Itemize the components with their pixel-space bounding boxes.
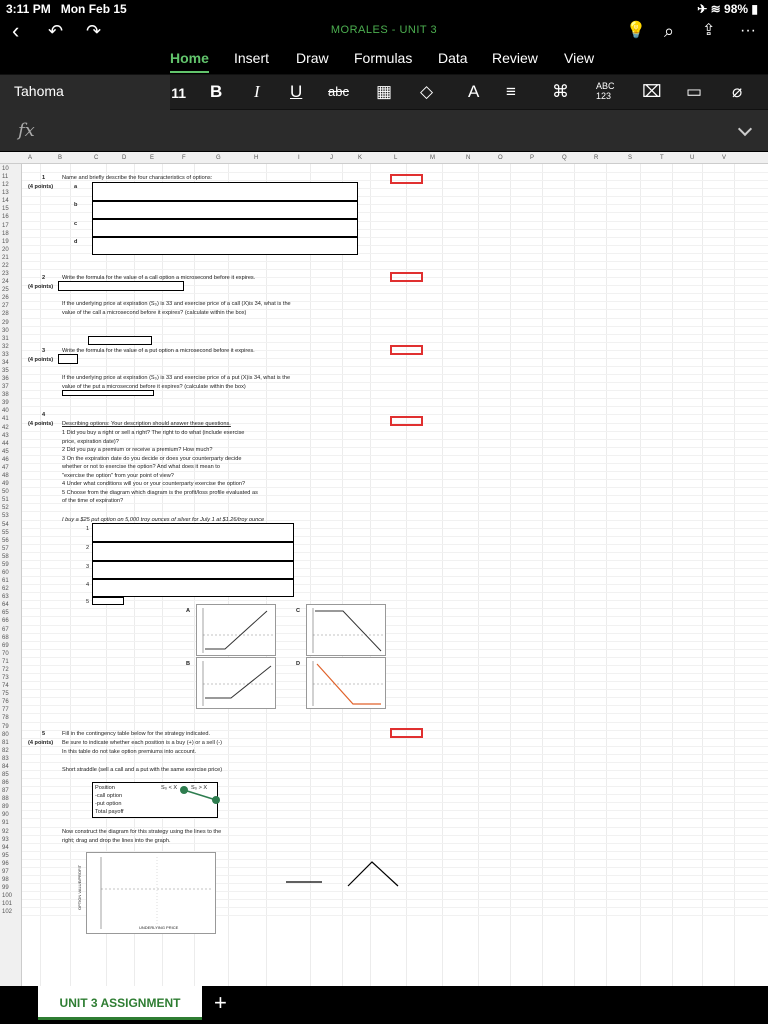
- format-painter-icon[interactable]: ⌘: [552, 82, 569, 101]
- row-header[interactable]: 24: [2, 279, 9, 286]
- q2-formula-answer[interactable]: [58, 281, 184, 291]
- row-header[interactable]: 64: [2, 602, 9, 609]
- font-name-selector[interactable]: Tahoma: [0, 75, 170, 111]
- q1-label-a: a: [74, 184, 78, 190]
- undo-icon[interactable]: ↶: [48, 21, 64, 41]
- sheet-tab-unit3[interactable]: UNIT 3 ASSIGNMENT: [38, 986, 202, 1020]
- q3-value-answer[interactable]: [62, 390, 154, 396]
- selection-handle-start[interactable]: [180, 786, 188, 794]
- graph-xlabel: UNDERLYING PRICE: [139, 925, 179, 930]
- q5-prompt: Fill in the contingency table below for the strategy indicated.: [62, 731, 211, 737]
- payoff-chart-a: [196, 604, 276, 656]
- row-header[interactable]: 84: [2, 763, 9, 770]
- tab-view[interactable]: View: [564, 50, 595, 66]
- q1-answer-a[interactable]: [92, 182, 358, 201]
- q4-answer-num: 5: [86, 599, 90, 605]
- row-header[interactable]: 100: [2, 893, 13, 900]
- row-header[interactable]: 88: [2, 796, 9, 803]
- row-header[interactable]: 53: [2, 513, 9, 520]
- q4-question-item: 2 Did you pay a premium or receive a premium? How much?: [62, 447, 213, 453]
- row-header[interactable]: 52: [2, 505, 9, 512]
- tab-home[interactable]: Home: [170, 50, 209, 66]
- graph-ylabel: OPTION VALUE/PROFIT: [77, 864, 83, 911]
- row-header[interactable]: 42: [2, 424, 9, 431]
- row-header[interactable]: 30: [2, 327, 9, 334]
- q1-prompt: Name and briefly describe the four characteristics of options:: [62, 175, 213, 181]
- status-bar: [0, 0, 768, 18]
- row-header[interactable]: 17: [2, 222, 9, 229]
- grid-line: [22, 689, 768, 690]
- row-header[interactable]: 76: [2, 699, 9, 706]
- row-header[interactable]: 36: [2, 376, 9, 383]
- q3-line2: value of the put a microsecond before it expires? (calculate within the box): [62, 384, 246, 390]
- row-header[interactable]: 95: [2, 852, 9, 859]
- grid-line: [22, 172, 768, 173]
- table-header-below: S₀ < X: [161, 785, 178, 791]
- q4-question-item: 4 Under what conditions will you or your counterparty exercise the option?: [62, 481, 246, 487]
- grid-line: [734, 164, 735, 986]
- row-header[interactable]: 63: [2, 594, 9, 601]
- column-header[interactable]: I: [298, 155, 300, 161]
- draggable-tent-line[interactable]: [348, 862, 398, 886]
- column-header[interactable]: T: [660, 155, 664, 161]
- row-header[interactable]: 86: [2, 780, 9, 787]
- row-header[interactable]: 37: [2, 384, 9, 391]
- q4-question-item: of the time of expiration?: [62, 498, 124, 504]
- row-header[interactable]: 67: [2, 626, 9, 633]
- straddle-graph[interactable]: [77, 852, 216, 934]
- table-header-position: Position: [95, 785, 115, 791]
- grid-line: [478, 164, 479, 986]
- row-header[interactable]: 39: [2, 400, 9, 407]
- chart-label-c: C: [296, 608, 301, 614]
- q4-answer-num: 1: [86, 526, 90, 532]
- q2-line1: If the underlying price at expiration (S₀) is 33 and exercise price of a call (X)is 34, what is the: [62, 301, 291, 307]
- column-width-icon[interactable]: ▭: [686, 82, 703, 101]
- row-header[interactable]: 59: [2, 561, 9, 568]
- column-header[interactable]: E: [150, 155, 155, 161]
- row-header[interactable]: 65: [2, 610, 9, 617]
- align-icon[interactable]: ≡: [506, 82, 516, 101]
- more-icon[interactable]: ···: [740, 22, 756, 39]
- status-time: 3:11 PM Mon Feb 15: [6, 2, 127, 16]
- grid-line: [22, 269, 768, 270]
- row-header[interactable]: 22: [2, 262, 9, 269]
- document-title: MORALES - UNIT 3: [330, 24, 438, 36]
- strikethrough-button[interactable]: abc: [328, 84, 349, 99]
- column-header[interactable]: L: [394, 155, 398, 161]
- q4-scenario: I buy a $25 put option on 5,000 troy ounces of silver for July 1 at $1.26/troy ounce: [62, 517, 265, 523]
- grid-line: [22, 778, 768, 779]
- grid-line: [22, 762, 768, 763]
- sheet-tab-bar: [0, 986, 768, 1024]
- q2-score-box[interactable]: [390, 272, 423, 282]
- row-header[interactable]: 97: [2, 868, 9, 875]
- grid-line: [22, 366, 768, 367]
- draggable-lines[interactable]: [280, 856, 410, 896]
- row-header[interactable]: 13: [2, 190, 9, 197]
- payoff-chart-d-svg: [307, 658, 387, 710]
- q5-number: 5: [42, 731, 46, 737]
- add-sheet-icon[interactable]: +: [214, 990, 227, 1015]
- q1-answer-b[interactable]: [92, 201, 358, 219]
- q4-answer-5[interactable]: [92, 597, 124, 605]
- column-headers: [0, 152, 768, 164]
- chart-label-d: D: [296, 661, 301, 667]
- row-header[interactable]: 58: [2, 553, 9, 560]
- q2-prompt: Write the formula for the value of a call option a microsecond before it expires.: [62, 275, 256, 281]
- row-header[interactable]: 83: [2, 755, 9, 762]
- row-header[interactable]: 62: [2, 586, 9, 593]
- row-header[interactable]: 48: [2, 473, 9, 480]
- grid-line: [22, 641, 768, 642]
- grid-line: [22, 649, 768, 650]
- grid-line: [510, 164, 511, 986]
- q3-line1: If the underlying price at expiration (S₀) is 33 and exercise price of a put (X)is 34, what is the: [62, 375, 291, 381]
- bold-button[interactable]: B: [210, 82, 223, 101]
- underline-button[interactable]: U: [290, 82, 303, 101]
- row-header[interactable]: 101: [2, 901, 13, 908]
- table-row-call: -call option: [95, 793, 123, 799]
- borders-icon[interactable]: ▦: [376, 82, 393, 101]
- row-header[interactable]: 41: [2, 416, 9, 423]
- q3-prompt: Write the formula for the value of a put option a microsecond before it expires.: [62, 348, 255, 354]
- title-bar: [0, 18, 768, 44]
- row-header[interactable]: 70: [2, 650, 9, 657]
- row-header[interactable]: 11: [2, 174, 9, 181]
- tab-insert[interactable]: Insert: [234, 50, 270, 66]
- payoff-chart-b-svg: [197, 658, 277, 710]
- number-format-button[interactable]: ABC 123: [596, 81, 615, 101]
- row-header[interactable]: 85: [2, 772, 9, 778]
- grid-line: [22, 318, 768, 319]
- column-header[interactable]: A: [28, 155, 33, 161]
- row-header[interactable]: 55: [2, 529, 9, 536]
- grid-line: [22, 818, 768, 819]
- row-header[interactable]: 82: [2, 747, 9, 754]
- font-size-selector[interactable]: 11: [171, 85, 186, 101]
- q5-line2: In this table do not take option premiums into account.: [62, 749, 197, 755]
- grid-line: [22, 439, 768, 440]
- q1-score-box[interactable]: [390, 174, 423, 184]
- grid-line: [22, 600, 768, 601]
- row-header[interactable]: 78: [2, 715, 9, 722]
- q5-line1: Be sure to indicate whether each position is a buy (+) or a sell (-): [62, 740, 222, 746]
- row-header[interactable]: 77: [2, 707, 9, 714]
- chart-label-b: B: [186, 661, 191, 667]
- grid-line: [22, 293, 768, 294]
- q1-label-b: b: [74, 202, 78, 208]
- column-header[interactable]: P: [530, 155, 535, 161]
- row-header[interactable]: 98: [2, 877, 9, 884]
- row-header[interactable]: 12: [2, 182, 9, 189]
- grid-line: [22, 511, 768, 512]
- q4-answer-4[interactable]: [92, 579, 294, 597]
- row-header[interactable]: 35: [2, 368, 9, 374]
- payoff-line: [205, 666, 271, 698]
- q2-line2: value of the call a microsecond before it expires? (calculate within the box): [62, 310, 247, 316]
- row-headers: [0, 164, 22, 986]
- q4-question-item: 5 Choose from the diagram which diagram is the profit/loss profile evaluated as: [62, 489, 258, 496]
- payoff-chart-c: [306, 604, 386, 656]
- row-header[interactable]: 93: [2, 836, 9, 843]
- row-header[interactable]: 91: [2, 820, 9, 827]
- row-header[interactable]: 57: [2, 545, 9, 552]
- q5-instr1: Now construct the diagram for this strategy using the lines to the: [62, 829, 222, 835]
- table-row-put: -put option: [95, 801, 122, 807]
- column-header[interactable]: N: [466, 155, 471, 161]
- row-header[interactable]: 54: [2, 521, 9, 528]
- row-header[interactable]: 27: [2, 303, 9, 310]
- grid-line: [22, 616, 768, 617]
- grid-line: [606, 164, 607, 986]
- row-header[interactable]: 68: [2, 634, 9, 641]
- column-header[interactable]: C: [94, 155, 99, 161]
- row-header[interactable]: 44: [2, 440, 9, 447]
- row-header[interactable]: 19: [2, 238, 9, 245]
- grid-line: [22, 665, 768, 666]
- redo-icon[interactable]: ↷: [86, 21, 102, 41]
- tab-formulas[interactable]: Formulas: [354, 50, 413, 66]
- table-row-total: Total payoff: [95, 809, 124, 815]
- row-header[interactable]: 87: [2, 788, 9, 795]
- q4-answer-3[interactable]: [92, 561, 294, 579]
- row-header[interactable]: 16: [2, 214, 9, 221]
- row-header[interactable]: 46: [2, 456, 9, 463]
- grid-line: [22, 633, 768, 634]
- row-header[interactable]: 18: [2, 230, 9, 237]
- grid-line: [22, 625, 768, 626]
- row-header[interactable]: 40: [2, 408, 9, 415]
- q4-score-box[interactable]: [390, 416, 423, 426]
- grid-line: [22, 697, 768, 698]
- q1-number: 1: [42, 175, 46, 181]
- row-header[interactable]: 81: [2, 739, 9, 746]
- chart-label-a: A: [186, 608, 191, 614]
- q4-prompt: Describing options: Your description should answer these questions.: [62, 421, 231, 427]
- row-header[interactable]: 26: [2, 295, 9, 302]
- selection-handles[interactable]: [176, 784, 226, 808]
- status-right: ✈ ≋ 98% ▮: [697, 2, 758, 16]
- payoff-chart-a-svg: [197, 605, 277, 657]
- row-header[interactable]: 14: [2, 198, 9, 205]
- q3-points: (4 points): [28, 357, 54, 363]
- column-header[interactable]: O: [498, 155, 503, 161]
- row-header[interactable]: 47: [2, 464, 9, 471]
- row-header[interactable]: 34: [2, 359, 9, 366]
- payoff-chart-d: [306, 657, 386, 709]
- grid-line: [640, 164, 641, 986]
- grid-line: [22, 406, 768, 407]
- grid-line: [22, 608, 768, 609]
- grid-line: [702, 164, 703, 986]
- spreadsheet-grid[interactable]: [0, 152, 768, 986]
- q1-answer-d[interactable]: [92, 237, 358, 255]
- column-header[interactable]: M: [430, 155, 435, 161]
- payoff-line: [315, 611, 381, 651]
- q2-number: 2: [42, 275, 46, 281]
- row-header[interactable]: 80: [2, 731, 9, 738]
- italic-button[interactable]: I: [254, 82, 260, 101]
- row-header[interactable]: 31: [2, 335, 9, 342]
- column-header[interactable]: V: [722, 155, 727, 161]
- payoff-chart-c-svg: [307, 605, 387, 657]
- grid-line: [22, 503, 768, 504]
- column-header[interactable]: S: [628, 155, 633, 161]
- row-header[interactable]: 102: [2, 909, 13, 916]
- grid-line: [22, 261, 768, 262]
- column-header[interactable]: B: [58, 155, 63, 161]
- row-header[interactable]: 94: [2, 844, 9, 851]
- row-header[interactable]: 29: [2, 319, 9, 326]
- row-header[interactable]: 72: [2, 666, 9, 673]
- grid-line: [22, 713, 768, 714]
- grid-line: [574, 164, 575, 986]
- column-header[interactable]: J: [330, 155, 333, 161]
- row-header[interactable]: 60: [2, 570, 9, 576]
- row-header[interactable]: 71: [2, 658, 9, 665]
- row-header[interactable]: 23: [2, 271, 9, 278]
- row-header[interactable]: 90: [2, 812, 9, 819]
- row-header[interactable]: 56: [2, 537, 9, 544]
- back-icon[interactable]: ‹: [12, 18, 20, 43]
- row-header[interactable]: 51: [2, 497, 9, 504]
- chevron-down-icon[interactable]: [738, 122, 752, 136]
- q4-number: 4: [42, 412, 46, 418]
- column-header[interactable]: D: [122, 155, 127, 161]
- q5-points: (4 points): [28, 740, 54, 746]
- q4-answer-num: 2: [86, 545, 90, 551]
- font-color-button[interactable]: A: [468, 82, 480, 101]
- lightbulb-icon[interactable]: 💡: [626, 22, 646, 39]
- column-header[interactable]: K: [358, 155, 363, 161]
- row-header[interactable]: 10: [2, 166, 9, 172]
- row-header[interactable]: 21: [2, 254, 9, 261]
- row-header[interactable]: 92: [2, 828, 9, 835]
- tab-data[interactable]: Data: [438, 50, 468, 66]
- straddle-graph-svg: [87, 853, 217, 935]
- row-header[interactable]: 79: [2, 723, 9, 730]
- q4-answer-1[interactable]: [92, 523, 294, 542]
- payoff-line: [205, 611, 267, 649]
- row-header[interactable]: 99: [2, 885, 9, 892]
- grid-line: [22, 334, 768, 335]
- clear-icon[interactable]: ⌧: [642, 82, 662, 101]
- row-header[interactable]: 73: [2, 675, 9, 682]
- q4-question-item: price, expiration date)?: [62, 438, 119, 445]
- grid-line: [22, 326, 768, 327]
- row-header[interactable]: 89: [2, 804, 9, 811]
- q1-points: (4 points): [28, 184, 54, 190]
- formula-bar[interactable]: [0, 110, 768, 152]
- q5-strategy: Short straddle (sell a call and a put with the same exercise price): [62, 767, 223, 773]
- q4-question-item: "exercise the option" from your point of view?: [62, 472, 174, 479]
- selection-handle-end[interactable]: [212, 796, 220, 804]
- grid-line: [672, 164, 673, 986]
- row-header[interactable]: 75: [2, 691, 9, 698]
- row-header[interactable]: 49: [2, 481, 9, 488]
- row-header[interactable]: 61: [2, 578, 9, 585]
- column-header[interactable]: H: [254, 155, 259, 161]
- selection-line: [184, 790, 216, 800]
- tab-draw[interactable]: Draw: [296, 50, 329, 66]
- row-header[interactable]: 28: [2, 311, 9, 318]
- grid-line: [22, 657, 768, 658]
- q3-number: 3: [42, 348, 46, 354]
- q4-question-item: 3 On the expiration date do you decide or does your counterparty decide: [62, 455, 242, 462]
- q1-answer-c[interactable]: [92, 219, 358, 237]
- share-icon[interactable]: ⇪: [702, 22, 716, 39]
- grid-line: [22, 358, 768, 359]
- search-icon[interactable]: ⌕: [664, 21, 675, 41]
- grid-line: [22, 681, 768, 682]
- column-header[interactable]: G: [216, 155, 221, 161]
- ribbon-toolbar: [0, 74, 768, 110]
- q2-points: (4 points): [28, 284, 54, 290]
- q4-question-item: whether or not to exercise the option? And what does it mean to: [62, 464, 220, 470]
- table-header-above: S₀ > X: [191, 785, 208, 791]
- grid-line: [542, 164, 543, 986]
- payoff-chart-b: [196, 657, 276, 709]
- tab-review[interactable]: Review: [492, 50, 538, 66]
- row-header[interactable]: 96: [2, 860, 9, 867]
- row-header[interactable]: 25: [2, 287, 9, 294]
- column-header[interactable]: U: [690, 155, 695, 161]
- grid-line: [22, 705, 768, 706]
- q5-instr2: right; drag and drop the lines into the graph.: [62, 838, 171, 844]
- column-header[interactable]: Q: [562, 155, 567, 161]
- grid-line: [442, 164, 443, 986]
- q4-points: (4 points): [28, 421, 54, 427]
- column-header[interactable]: F: [182, 155, 186, 161]
- row-header[interactable]: 66: [2, 618, 9, 625]
- eraser-icon[interactable]: ⌀: [732, 82, 743, 101]
- q3-formula-answer[interactable]: [58, 354, 78, 364]
- column-header[interactable]: R: [594, 155, 599, 161]
- row-header[interactable]: 15: [2, 206, 9, 213]
- grid-line: [22, 722, 768, 723]
- row-header[interactable]: 74: [2, 683, 9, 690]
- fill-color-icon[interactable]: ◇: [420, 82, 434, 101]
- q3-score-box[interactable]: [390, 345, 423, 355]
- row-header[interactable]: 32: [2, 343, 9, 350]
- row-header[interactable]: 20: [2, 246, 9, 253]
- q4-answer-num: 3: [86, 564, 90, 570]
- row-header[interactable]: 43: [2, 432, 9, 439]
- row-header[interactable]: 50: [2, 489, 9, 496]
- row-header[interactable]: 45: [2, 448, 9, 455]
- q4-answer-num: 4: [86, 582, 90, 588]
- q5-score-box[interactable]: [390, 728, 423, 738]
- grid-line: [22, 398, 768, 399]
- grid-line: [22, 673, 768, 674]
- q4-answer-2[interactable]: [92, 542, 294, 561]
- row-header[interactable]: 69: [2, 642, 9, 649]
- q2-value-answer[interactable]: [88, 336, 152, 345]
- q4-question-item: 1 Did you buy a right or sell a right? The right to do what (include exercise: [62, 430, 245, 436]
- q1-label-c: c: [74, 221, 78, 227]
- q1-label-d: d: [74, 239, 78, 245]
- row-header[interactable]: 38: [2, 392, 9, 399]
- ribbon-tabs: [0, 44, 768, 74]
- row-header[interactable]: 33: [2, 351, 9, 358]
- fx-icon: fx: [18, 120, 35, 141]
